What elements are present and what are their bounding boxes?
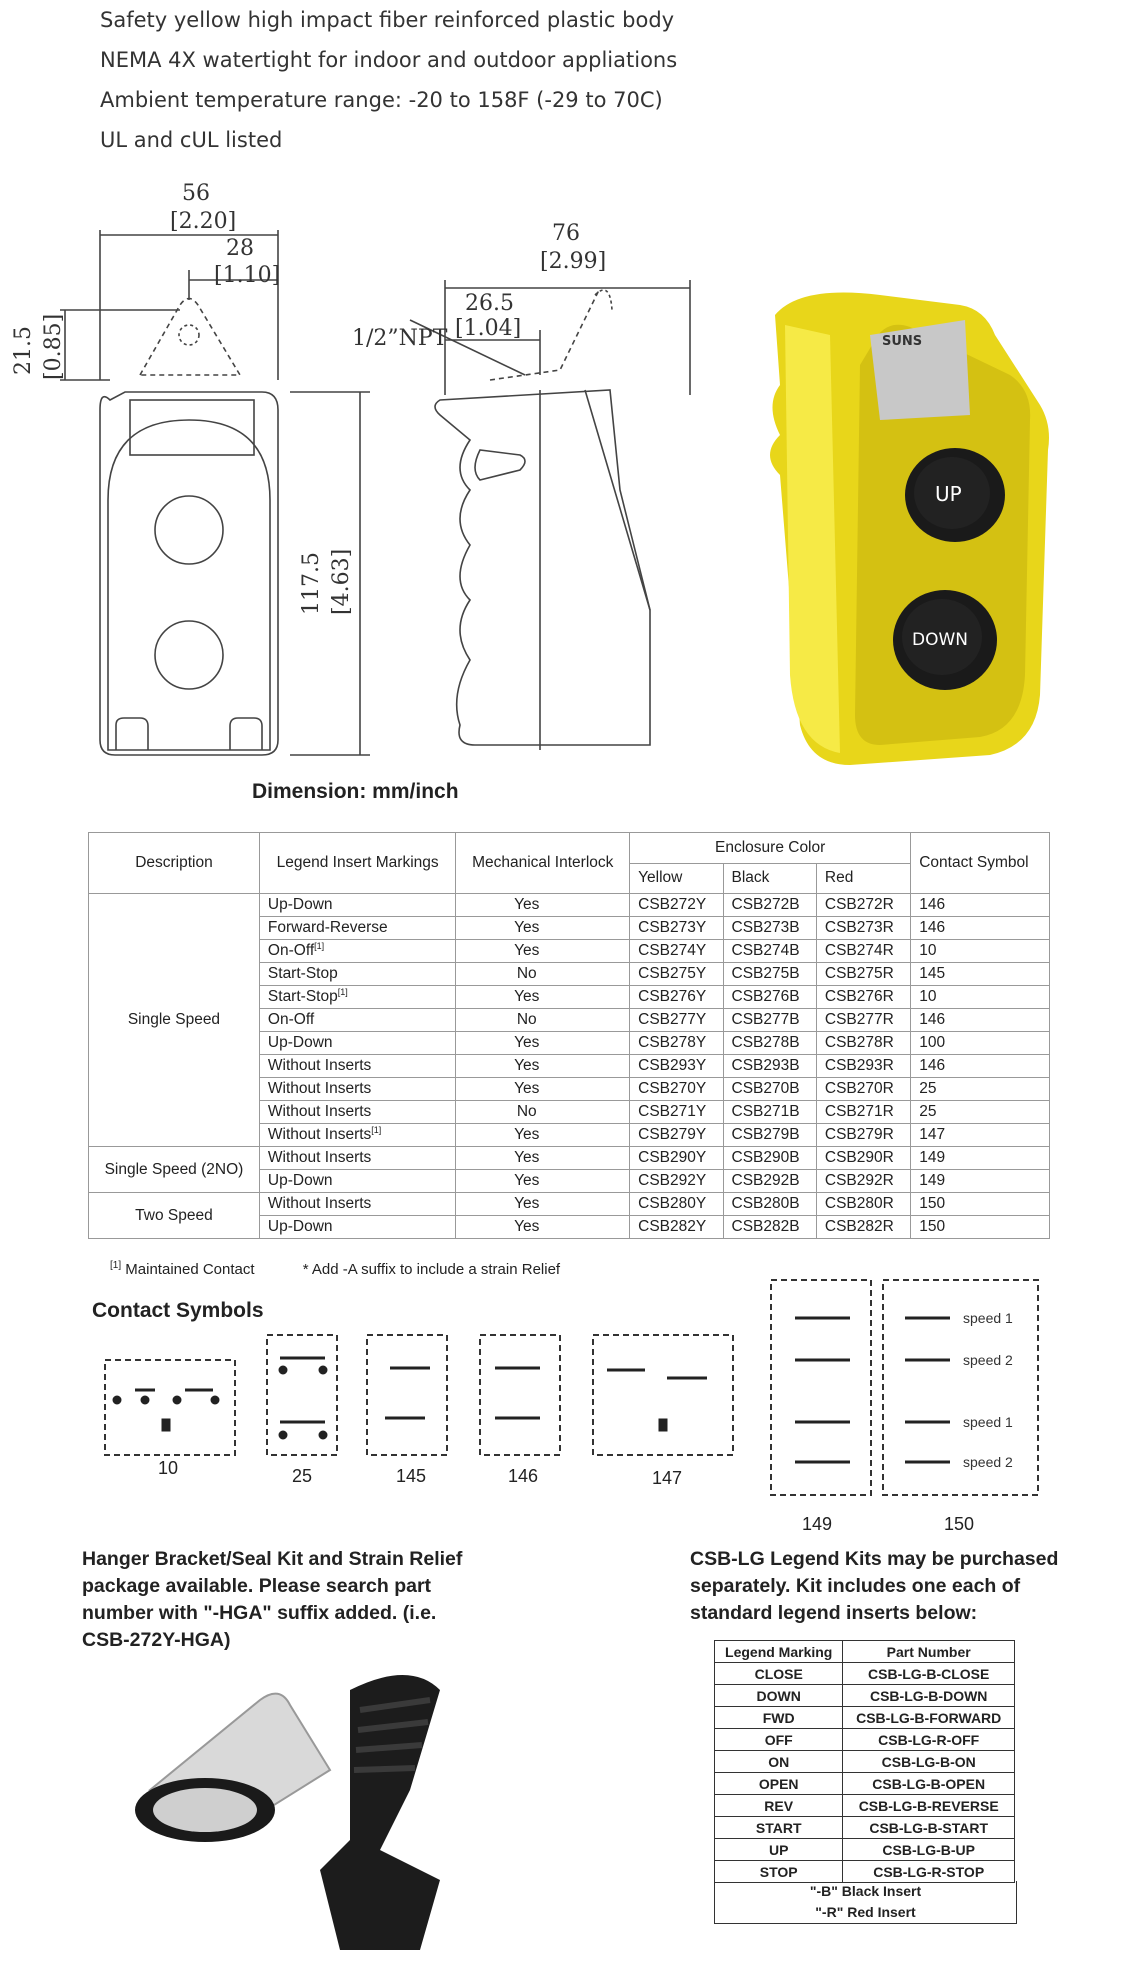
- part-red-cell: CSB272R: [816, 894, 910, 917]
- legend-footnote: [1]: [371, 1125, 382, 1136]
- down-button-label: DOWN: [912, 630, 968, 650]
- contact-symbol-cell: 146: [911, 894, 1050, 917]
- part-yellow-cell: CSB273Y: [630, 917, 723, 940]
- contact-symbol-cell: 149: [911, 1147, 1050, 1170]
- part-number-cell: CSB-LG-B-DOWN: [843, 1685, 1015, 1707]
- footer-red: "-R" Red Insert: [815, 1904, 916, 1920]
- lg-header-part: Part Number: [843, 1641, 1015, 1663]
- legend-text: On-Off: [267, 942, 315, 960]
- part-yellow-cell: CSB274Y: [630, 940, 723, 963]
- legend-text: Start-Stop: [267, 988, 338, 1006]
- dim-depth-in: [2.99]: [540, 249, 607, 274]
- dim-tab-in: [0.85]: [41, 313, 66, 380]
- legend-cell: [259, 940, 455, 963]
- legend-marking-cell: CLOSE: [715, 1663, 843, 1685]
- contact-symbol-cell: 100: [911, 1032, 1050, 1055]
- symbol-label-150: 150: [944, 1514, 975, 1534]
- legend-marking-cell: STOP: [715, 1861, 843, 1883]
- npt-label: 1/2”NPT: [352, 326, 448, 351]
- legend-cell: [259, 1101, 455, 1124]
- contact-symbol-cell: 25: [911, 1101, 1050, 1124]
- interlock-cell: Yes: [456, 1032, 630, 1055]
- legend-cell: [259, 1009, 455, 1032]
- part-yellow-cell: CSB272Y: [630, 894, 723, 917]
- table-row: [715, 1795, 1015, 1817]
- part-red-cell: CSB278R: [816, 1032, 910, 1055]
- part-red-cell: CSB292R: [816, 1170, 910, 1193]
- part-black-cell: CSB272B: [723, 894, 816, 917]
- part-black-cell: CSB290B: [723, 1147, 816, 1170]
- contact-symbols-diagram: [95, 1270, 1045, 1510]
- part-number-cell: CSB-LG-B-REVERSE: [843, 1795, 1015, 1817]
- legend-marking-cell: FWD: [715, 1707, 843, 1729]
- legend-text: Without Inserts: [267, 1149, 372, 1167]
- legend-cell: [259, 963, 455, 986]
- table-row: [715, 1663, 1015, 1685]
- dim-width-mm: 56: [182, 181, 210, 206]
- th-interlock: Mechanical Interlock: [456, 833, 630, 894]
- interlock-cell: Yes: [456, 1170, 630, 1193]
- part-yellow-cell: CSB271Y: [630, 1101, 723, 1124]
- part-red-cell: CSB274R: [816, 940, 910, 963]
- product-photo: [760, 275, 1060, 775]
- interlock-cell: Yes: [456, 1124, 630, 1147]
- symbol-label-10: 10: [158, 1458, 179, 1478]
- table-row: [89, 1193, 1050, 1216]
- table-row: [715, 1817, 1015, 1839]
- interlock-cell: No: [456, 1009, 630, 1032]
- legend-cell: [259, 1193, 455, 1216]
- th-red: Red: [816, 863, 910, 894]
- table-row: [715, 1729, 1015, 1751]
- part-yellow-cell: CSB292Y: [630, 1170, 723, 1193]
- th-black: Black: [723, 863, 816, 894]
- interlock-cell: Yes: [456, 1078, 630, 1101]
- up-button-label: UP: [935, 482, 962, 506]
- part-red-cell: CSB270R: [816, 1078, 910, 1101]
- group-description: Single Speed (2NO): [89, 1147, 260, 1193]
- spec-table: [88, 832, 1050, 1239]
- legend-text: Up-Down: [267, 896, 333, 914]
- interlock-cell: Yes: [456, 917, 630, 940]
- legend-text: On-Off: [267, 1011, 315, 1029]
- part-black-cell: CSB270B: [723, 1078, 816, 1101]
- th-contact: Contact Symbol: [911, 833, 1050, 894]
- contact-symbol-cell: 25: [911, 1078, 1050, 1101]
- part-yellow-cell: CSB275Y: [630, 963, 723, 986]
- dim-height-in: [4.63]: [329, 548, 354, 615]
- legend-text: Without Inserts: [267, 1080, 372, 1098]
- legend-marking-cell: DOWN: [715, 1685, 843, 1707]
- hanger-kit-text: Hanger Bracket/Seal Kit and Strain Relief package available. Please search part number with "-HGA" suffix added. (i.e. CSB-272Y-HGA): [82, 1548, 463, 1651]
- part-number-cell: CSB-LG-B-CLOSE: [843, 1663, 1015, 1685]
- part-number-cell: CSB-LG-B-UP: [843, 1839, 1015, 1861]
- part-black-cell: CSB282B: [723, 1216, 816, 1239]
- legend-text: Up-Down: [267, 1218, 333, 1236]
- interlock-cell: Yes: [456, 1147, 630, 1170]
- legend-cell: [259, 986, 455, 1009]
- part-number-cell: CSB-LG-B-FORWARD: [843, 1707, 1015, 1729]
- brand-label: SUNS: [882, 334, 923, 349]
- speed2-label-b: speed 2: [963, 1454, 1013, 1470]
- table-row: [89, 1147, 1050, 1170]
- dimension-drawing: [0, 170, 720, 780]
- part-yellow-cell: CSB280Y: [630, 1193, 723, 1216]
- part-red-cell: CSB282R: [816, 1216, 910, 1239]
- legend-footnote: [1]: [314, 941, 325, 952]
- interlock-cell: Yes: [456, 986, 630, 1009]
- dim-half-mm: 28: [226, 236, 254, 261]
- symbol-label-25: 25: [292, 1466, 313, 1486]
- table-row: [715, 1773, 1015, 1795]
- part-red-cell: CSB277R: [816, 1009, 910, 1032]
- legend-marking-cell: OFF: [715, 1729, 843, 1751]
- symbol-label-145: 145: [396, 1466, 427, 1486]
- dim-half-in: [1.10]: [214, 263, 281, 288]
- contact-symbols-title: Contact Symbols: [92, 1299, 264, 1322]
- th-enclosure: Enclosure Color: [630, 833, 911, 864]
- feature-1: Safety yellow high impact fiber reinforced plastic body: [100, 8, 675, 32]
- legend-text: Without Inserts: [267, 1126, 372, 1144]
- interlock-cell: No: [456, 963, 630, 986]
- th-legend: Legend Insert Markings: [259, 833, 455, 894]
- contact-symbol-cell: 150: [911, 1216, 1050, 1239]
- part-yellow-cell: CSB276Y: [630, 986, 723, 1009]
- table-row: [715, 1839, 1015, 1861]
- legend-marking-cell: OPEN: [715, 1773, 843, 1795]
- interlock-cell: Yes: [456, 1055, 630, 1078]
- part-red-cell: CSB290R: [816, 1147, 910, 1170]
- legend-kit-intro: CSB-LG Legend Kits may be purchased separately. Kit includes one each of standard legend inserts below:: [690, 1548, 1059, 1624]
- legend-marking-cell: REV: [715, 1795, 843, 1817]
- table-row: [715, 1685, 1015, 1707]
- legend-text: Up-Down: [267, 1172, 333, 1190]
- legend-text: Without Inserts: [267, 1195, 372, 1213]
- contact-symbol-cell: 145: [911, 963, 1050, 986]
- part-yellow-cell: CSB270Y: [630, 1078, 723, 1101]
- part-yellow-cell: CSB278Y: [630, 1032, 723, 1055]
- legend-cell: [259, 1032, 455, 1055]
- part-black-cell: CSB279B: [723, 1124, 816, 1147]
- maintained-mark: [1]: [110, 1260, 122, 1271]
- part-black-cell: CSB273B: [723, 917, 816, 940]
- legend-kit-footer: [714, 1881, 1017, 1924]
- part-yellow-cell: CSB277Y: [630, 1009, 723, 1032]
- part-yellow-cell: CSB290Y: [630, 1147, 723, 1170]
- dim-height-mm: 117.5: [299, 552, 324, 615]
- contact-symbol-cell: 146: [911, 1055, 1050, 1078]
- legend-cell: [259, 1124, 455, 1147]
- dim-npt-offset-mm: 26.5: [465, 291, 514, 316]
- table-row: [715, 1861, 1015, 1883]
- part-yellow-cell: CSB293Y: [630, 1055, 723, 1078]
- lg-header-marking: Legend Marking: [715, 1641, 843, 1663]
- part-number-cell: CSB-LG-B-ON: [843, 1751, 1015, 1773]
- legend-text: Up-Down: [267, 1034, 333, 1052]
- part-black-cell: CSB276B: [723, 986, 816, 1009]
- legend-text: Forward-Reverse: [267, 919, 388, 937]
- legend-cell: [259, 1055, 455, 1078]
- legend-marking-cell: UP: [715, 1839, 843, 1861]
- contact-symbol-cell: 149: [911, 1170, 1050, 1193]
- part-yellow-cell: CSB279Y: [630, 1124, 723, 1147]
- part-red-cell: CSB271R: [816, 1101, 910, 1124]
- legend-text: Start-Stop: [267, 965, 338, 983]
- legend-text: Without Inserts: [267, 1057, 372, 1075]
- contact-symbol-cell: 146: [911, 1009, 1050, 1032]
- interlock-cell: No: [456, 1101, 630, 1124]
- legend-footnote: [1]: [337, 987, 348, 998]
- part-black-cell: CSB293B: [723, 1055, 816, 1078]
- part-black-cell: CSB275B: [723, 963, 816, 986]
- dim-npt-offset-in: [1.04]: [455, 316, 522, 341]
- interlock-cell: Yes: [456, 1216, 630, 1239]
- suffix-note: * Add -A suffix to include a strain Relief: [302, 1261, 561, 1278]
- speed1-label-a: speed 1: [963, 1310, 1013, 1326]
- interlock-cell: Yes: [456, 894, 630, 917]
- interlock-cell: Yes: [456, 940, 630, 963]
- speed1-label-b: speed 1: [963, 1414, 1013, 1430]
- part-black-cell: CSB292B: [723, 1170, 816, 1193]
- legend-cell: [259, 1216, 455, 1239]
- symbol-label-146: 146: [508, 1466, 539, 1486]
- part-red-cell: CSB273R: [816, 917, 910, 940]
- part-black-cell: CSB278B: [723, 1032, 816, 1055]
- contact-symbol-cell: 150: [911, 1193, 1050, 1216]
- part-number-cell: CSB-LG-R-OFF: [843, 1729, 1015, 1751]
- part-number-cell: CSB-LG-R-STOP: [843, 1861, 1015, 1883]
- interlock-cell: Yes: [456, 1193, 630, 1216]
- part-red-cell: CSB276R: [816, 986, 910, 1009]
- table-row: [89, 894, 1050, 917]
- contact-symbol-cell: 10: [911, 940, 1050, 963]
- part-red-cell: CSB279R: [816, 1124, 910, 1147]
- legend-text: Without Inserts: [267, 1103, 372, 1121]
- contact-symbol-cell: 147: [911, 1124, 1050, 1147]
- dimension-caption: Dimension: mm/inch: [252, 780, 459, 803]
- maintained-note: Maintained Contact: [125, 1261, 255, 1278]
- dim-width-in: [2.20]: [170, 209, 237, 234]
- feature-3: Ambient temperature range: -20 to 158F (-29 to 70C): [100, 88, 663, 112]
- part-yellow-cell: CSB282Y: [630, 1216, 723, 1239]
- part-black-cell: CSB277B: [723, 1009, 816, 1032]
- legend-marking-cell: ON: [715, 1751, 843, 1773]
- dim-tab-mm: 21.5: [11, 326, 36, 375]
- group-description: Single Speed: [89, 894, 260, 1147]
- part-number-cell: CSB-LG-B-OPEN: [843, 1773, 1015, 1795]
- legend-marking-cell: START: [715, 1817, 843, 1839]
- part-black-cell: CSB271B: [723, 1101, 816, 1124]
- part-black-cell: CSB274B: [723, 940, 816, 963]
- legend-kit-table: [714, 1640, 1015, 1883]
- legend-cell: [259, 894, 455, 917]
- group-description: Two Speed: [89, 1193, 260, 1239]
- th-yellow: Yellow: [630, 863, 723, 894]
- footer-black: "-B" Black Insert: [809, 1883, 922, 1899]
- hanger-kit-photo: [110, 1650, 530, 1960]
- dim-depth-mm: 76: [552, 221, 580, 246]
- speed2-label-a: speed 2: [963, 1352, 1013, 1368]
- legend-cell: [259, 1170, 455, 1193]
- feature-2: NEMA 4X watertight for indoor and outdoor appliations: [100, 48, 678, 72]
- part-red-cell: CSB280R: [816, 1193, 910, 1216]
- part-black-cell: CSB280B: [723, 1193, 816, 1216]
- contact-symbol-cell: 10: [911, 986, 1050, 1009]
- table-row: [715, 1751, 1015, 1773]
- symbol-label-149: 149: [802, 1514, 833, 1534]
- part-number-cell: CSB-LG-B-START: [843, 1817, 1015, 1839]
- table-row: [715, 1707, 1015, 1729]
- part-red-cell: CSB275R: [816, 963, 910, 986]
- feature-4: UL and cUL listed: [100, 128, 283, 152]
- legend-cell: [259, 917, 455, 940]
- legend-cell: [259, 1078, 455, 1101]
- contact-symbol-cell: 146: [911, 917, 1050, 940]
- legend-cell: [259, 1147, 455, 1170]
- symbol-label-147: 147: [652, 1468, 683, 1488]
- th-description: Description: [89, 833, 260, 894]
- part-red-cell: CSB293R: [816, 1055, 910, 1078]
